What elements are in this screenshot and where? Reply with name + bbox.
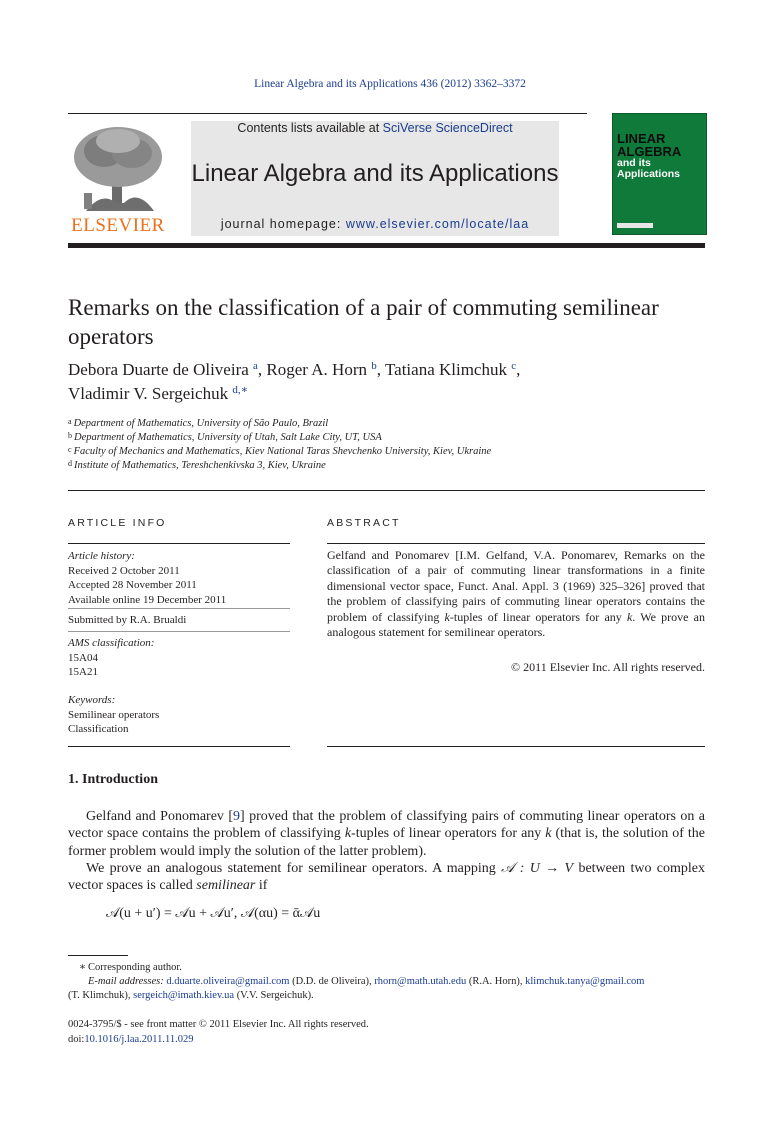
accepted-date: Accepted 28 November 2011: [68, 579, 197, 591]
affiliation-text: Department of Mathematics, University of São Paulo, Brazil: [73, 418, 329, 429]
keywords: [68, 693, 290, 737]
text-segment: ] proved that the problem of classifying pairs of commuting linear operators on a vector space contains the problem of classifying: [68, 809, 705, 842]
text-segment: We prove an analogous statement for semilinear operators. A mapping: [86, 861, 502, 876]
abstract-text: [327, 548, 705, 640]
author-affiliation-marker[interactable]: a: [253, 360, 258, 372]
email-link[interactable]: d.duarte.oliveira@gmail.com: [166, 976, 290, 987]
affiliation-d: [68, 459, 326, 473]
email-link[interactable]: sergeich@imath.kiev.ua: [133, 990, 235, 1001]
header-rule: [68, 113, 587, 114]
math-k: k: [344, 826, 352, 842]
copyright-notice: © 2011 Elsevier Inc. All rights reserved.: [511, 660, 705, 674]
author-name: Tatiana Klimchuk: [384, 360, 507, 379]
author-affiliation-marker[interactable]: b: [371, 360, 377, 372]
affiliation-a: [68, 417, 328, 431]
email-link[interactable]: klimchuk.tanya@gmail.com: [525, 976, 645, 987]
email-link[interactable]: rhorn@math.utah.edu: [374, 976, 467, 987]
email-label: E-mail addresses:: [88, 976, 167, 987]
footnote-star: ∗: [78, 962, 86, 973]
contents-line: [191, 121, 559, 135]
cover-publisher-strip: [617, 223, 653, 228]
affiliation-text: Department of Mathematics, University of Utah, Salt Lake City, UT, USA: [74, 432, 382, 443]
ams-classification: [68, 636, 290, 680]
paragraph-body: [68, 808, 705, 860]
affiliation-b: [68, 431, 382, 445]
contents-prefix: Contents lists available at: [237, 121, 383, 135]
math-k: k: [626, 609, 633, 624]
affiliation-marker: b: [68, 431, 72, 440]
abstract-segment: . We prove an analogous statement for semilinear operators.: [327, 609, 705, 640]
corresponding-author: Corresponding author.: [88, 962, 182, 973]
article-info-heading: ARTICLE INFO: [68, 517, 167, 529]
cover-line: ALGEBRA: [617, 144, 682, 159]
keyword: Classification: [68, 723, 129, 735]
issn-line: 0024-3795/$ - see front matter © 2011 Elsevier Inc. All rights reserved.: [68, 1019, 369, 1030]
email-owner: (D.D. de Oliveira),: [289, 976, 375, 987]
received-date: Received 2 October 2011: [68, 564, 180, 577]
email-owner: (T. Klimchuk),: [68, 990, 134, 1001]
affiliation-text: Faculty of Mechanics and Mathematics, Kiev National Taras Shevchenko University, Kiev, Ukraine: [73, 446, 492, 457]
journal-citation[interactable]: Linear Algebra and its Applications 436 (2012) 3362–3372: [254, 78, 526, 90]
footnote-rule: [68, 955, 128, 956]
math-mapping: 𝒜 : U → V: [501, 861, 574, 876]
author-separator: ,: [516, 360, 521, 379]
affiliation-marker: d: [68, 459, 72, 468]
affiliation-c: [68, 445, 491, 459]
affiliation-text: Institute of Mathematics, Tereshchenkivska 3, Kiev, Ukraine: [74, 460, 326, 471]
semilinear-formula: 𝒜(u + u′) = 𝒜u + 𝒜u′, 𝒜(αu) = ᾱ𝒜u: [106, 906, 321, 921]
divider: [327, 746, 705, 747]
text-segment: Gelfand and Ponomarev [: [86, 809, 234, 824]
reference-link[interactable]: 9: [233, 809, 241, 824]
affiliation-marker: c: [68, 445, 72, 454]
text-segment: (that is, the solution of the former problem would imply the solution of the latter problem).: [68, 826, 705, 859]
homepage-link[interactable]: www.elsevier.com/locate/laa: [345, 217, 530, 231]
author-affiliation-marker[interactable]: d,∗: [232, 384, 249, 396]
author-affiliation-marker[interactable]: c: [511, 360, 517, 372]
header-thick-rule: [68, 243, 705, 248]
math-k: k: [545, 826, 552, 842]
footnote: [68, 961, 705, 1003]
text-segment: between two complex vector spaces is called: [68, 861, 705, 894]
cover-line: LINEAR: [617, 131, 666, 146]
journal-title: Linear Algebra and its Applications: [191, 160, 559, 187]
abstract-segment: -tuples of linear operators for any: [449, 609, 627, 624]
text-segment: if: [255, 878, 268, 894]
intro-paragraph-2: [68, 860, 705, 895]
text-segment: -tuples of linear operators for any: [351, 826, 546, 842]
journal-cover-thumbnail: [612, 113, 707, 235]
email-owner: (V.V. Sergeichuk).: [234, 990, 314, 1001]
submitted-by: Submitted by R.A. Brualdi: [68, 614, 187, 626]
doi-link[interactable]: 10.1016/j.laa.2011.11.029: [84, 1033, 194, 1045]
homepage-prefix: journal homepage:: [220, 217, 346, 231]
page-footer: [68, 1018, 705, 1047]
sciencedirect-link[interactable]: SciVerse ScienceDirect: [382, 121, 513, 135]
email-owner: (R.A. Horn),: [466, 976, 526, 987]
keyword: Semilinear operators: [68, 708, 160, 721]
term-semilinear: semilinear: [196, 878, 256, 894]
intro-paragraph-1: [68, 808, 705, 860]
author-separator: ,: [257, 360, 267, 379]
divider: [68, 608, 290, 609]
divider: [327, 543, 705, 544]
homepage-line: [191, 217, 559, 231]
paper-title: Remarks on the classification of a pair of commuting semilinear operators: [68, 295, 659, 349]
cover-line: Applications: [617, 167, 681, 180]
abstract-heading: ABSTRACT: [327, 517, 401, 529]
divider: [68, 543, 290, 544]
elsevier-wordmark: ELSEVIER: [71, 215, 165, 236]
section-heading-introduction: 1. Introduction: [68, 772, 158, 787]
ams-code: 15A21: [68, 666, 98, 678]
affiliation-marker: a: [68, 417, 72, 426]
math-k: k: [444, 609, 450, 624]
keywords-label: Keywords:: [68, 694, 116, 706]
author-name: Debora Duarte de Oliveira: [68, 360, 249, 379]
online-date: Available online 19 December 2011: [68, 593, 227, 606]
divider: [68, 631, 290, 632]
divider: [68, 746, 290, 747]
doi-label: doi:: [68, 1033, 85, 1045]
author-separator: ,: [376, 360, 385, 379]
abstract-segment: Gelfand and Ponomarev [I.M. Gelfand, V.A. Ponomarev, Remarks on the classification of a pair of commuting linear transformations in a finite dimensional vector space, Funct. Anal. Appl. 3 (1969) 325–326] proved that the problem of classifying pairs of commuting linear operators contains the problem of classifying: [327, 548, 705, 624]
ams-label: AMS classification:: [68, 637, 155, 649]
article-history: [68, 549, 290, 607]
cover-line: and its: [617, 157, 651, 169]
author-name: Roger A. Horn: [266, 360, 367, 379]
author-list: [68, 358, 708, 406]
divider: [68, 490, 705, 491]
ams-code: 15A04: [68, 651, 98, 664]
history-label: Article history:: [68, 550, 135, 562]
author-name: Vladimir V. Sergeichuk: [68, 384, 229, 403]
paragraph-body: [68, 860, 705, 895]
